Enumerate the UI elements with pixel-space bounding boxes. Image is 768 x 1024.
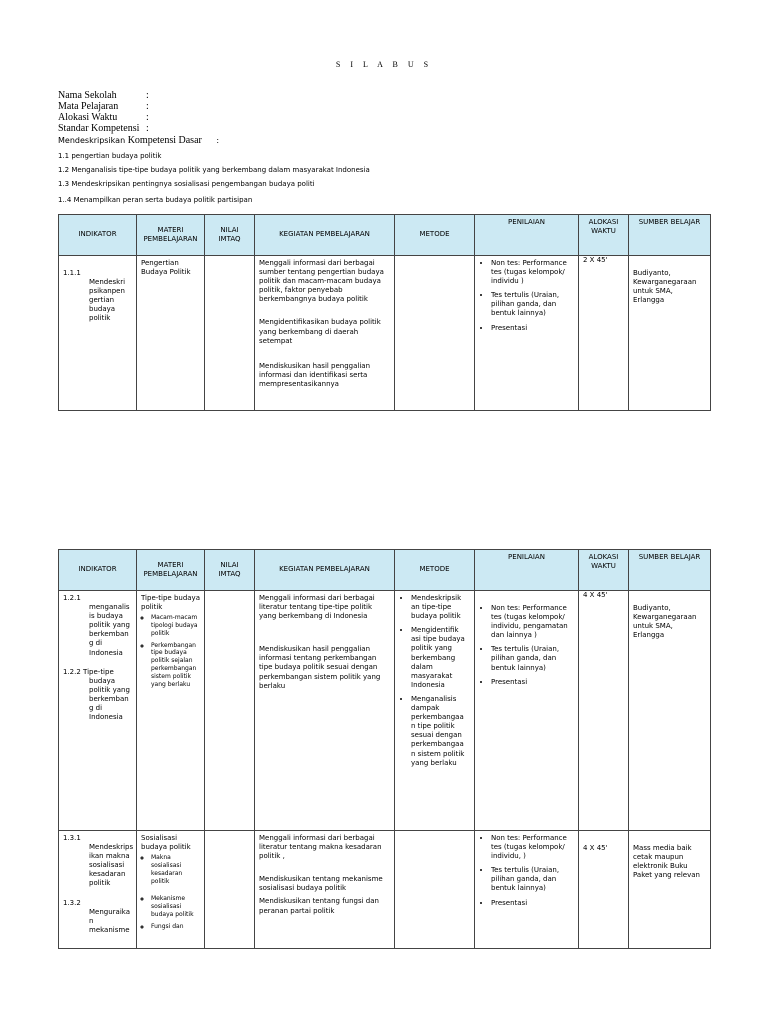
cell-nilai — [205, 591, 255, 831]
cell-penilaian — [475, 831, 579, 949]
penilaian-item: • Tes tertulis (Uraian, pilihan ganda, dan bentuk lainnya) — [491, 291, 574, 318]
penilaian-item: • Presentasi — [491, 899, 574, 908]
header-metode: METODE — [395, 550, 475, 591]
penilaian-item: • Presentasi — [491, 324, 574, 333]
penilaian-item: • Non tes: Performance tes (tugas kelompok/ individu, pengamatan dan lainnya ) — [491, 604, 574, 640]
materi-subitem: ◦ Mekanisme sosialisasi budaya politik — [151, 895, 200, 918]
meta-colon: : — [146, 123, 149, 134]
indicator-number: 1.3.2 — [63, 898, 81, 907]
kd-colon: : — [216, 136, 220, 145]
kegiatan-item: Menggali informasi dari berbagai sumber tentang pengertian budaya politik dan macam-macam budaya politik, faktor penyebab berkembangnya budaya politik — [259, 259, 384, 304]
cell-penilaian — [475, 256, 579, 411]
header-indikator: INDIKATOR — [59, 550, 137, 591]
cell-metode — [395, 256, 475, 411]
cell-metode — [395, 831, 475, 949]
meta-label: Standar Kompetensi — [58, 123, 140, 134]
table-row — [59, 591, 711, 831]
indicator-number: 1.2.1 — [63, 594, 81, 602]
indicator-text: Mendeskri psikanpen gertian budaya politik — [89, 278, 126, 323]
metode-item: • Mengidentifik asi tipe budaya politik yang berkembang dalam masyarakat Indonesia — [411, 626, 470, 690]
cell-alokasi — [579, 831, 629, 949]
indicator-text: Menguraika n mekanisme — [89, 907, 130, 934]
syllabus-table-2 — [58, 549, 711, 949]
competency-item: 1.3 Mendeskripsikan pentingnya sosialisasi pengembangan budaya politi — [58, 180, 315, 188]
cell-sumber — [629, 591, 711, 831]
header-penilaian: PENILAIAN — [475, 550, 579, 591]
cell-sumber — [629, 831, 711, 949]
meta-nama-sekolah — [58, 90, 149, 101]
document-title: S I L A B U S — [335, 60, 433, 69]
materi-subitem: ◦ Makna sosialisasi kesadaran politik — [151, 854, 200, 885]
meta-colon: : — [146, 112, 149, 123]
cell-metode — [395, 591, 475, 831]
header-nilai: NILAI IMTAQ — [205, 215, 255, 256]
kegiatan-item: Mengidentifikasikan budaya politik yang berkembang di daerah setempat — [259, 318, 381, 345]
header-sumber: SUMBER BELAJAR — [629, 550, 711, 591]
meta-alokasi-waktu — [58, 112, 149, 123]
header-alokasi: ALOKASI WAKTU — [579, 550, 629, 591]
header-kegiatan: KEGIATAN PEMBELAJARAN — [255, 215, 395, 256]
kegiatan-item: Menggali informasi dari berbagai literatur tentang tipe-tipe politik yang berkembang di Indonesia — [259, 594, 375, 621]
cell-sumber — [629, 256, 711, 411]
cell-penilaian — [475, 591, 579, 831]
materi-title: Sosialisasi budaya politik — [141, 834, 191, 852]
cell-kegiatan — [255, 591, 395, 831]
penilaian-item: • Tes tertulis (Uraian, pilihan ganda, dan bentuk lainnya) — [491, 645, 574, 672]
penilaian-item: • Tes tertulis (Uraian, pilihan ganda, dan bentuk lainnya) — [491, 866, 574, 893]
cell-indikator — [59, 831, 137, 949]
meta-colon: : — [146, 90, 149, 101]
cell-alokasi: 4 X 45' — [579, 591, 629, 831]
competency-item: 1.2 Menganalisis tipe-tipe budaya politik yang berkembang dalam masyarakat Indonesia — [58, 166, 370, 174]
header-nilai: NILAI IMTAQ — [205, 550, 255, 591]
meta-standar-kompetensi — [58, 123, 149, 134]
kompetensi-dasar-heading — [58, 135, 219, 146]
indicator-number: 1.3.1 — [63, 834, 81, 842]
cell-kegiatan — [255, 831, 395, 949]
kegiatan-item: Menggali informasi dari berbagai literatur tentang makna kesadaran politik , — [259, 834, 382, 861]
cell-materi: Pengertian Budaya Politik — [137, 256, 205, 411]
table-row — [59, 256, 711, 411]
metode-item: • Menganalisis dampak perkembangaa n tipe politik sesuai dengan perkembangaa n sistem politik yang berlaku — [411, 695, 470, 768]
competency-item: 1.1 pengertian budaya politik — [58, 152, 162, 160]
table-header-row — [59, 550, 711, 591]
meta-label: Mata Pelajaran — [58, 101, 119, 112]
syllabus-table-1 — [58, 214, 711, 411]
header-alokasi: ALOKASI WAKTU — [579, 215, 629, 256]
indicator-text: menganalis is budaya politik yang berkemban g di Indonesia — [89, 603, 130, 657]
competency-item: 1..4 Menampilkan peran serta budaya politik partisipan — [58, 196, 253, 204]
penilaian-item: • Presentasi — [491, 678, 574, 687]
table-row — [59, 831, 711, 949]
materi-subitem: ◦ Macam-macam tipologi budaya politik — [151, 614, 200, 637]
indicator-text: Mendeskrips ikan makna sosialisasi kesadaran politik — [89, 843, 134, 888]
sumber-text: Mass media baik cetak maupun elektronik Buku Paket yang relevan — [633, 844, 700, 880]
alokasi-text: 4 X 45' — [583, 844, 608, 852]
indicator-number: 1.1.1 — [63, 269, 81, 277]
header-sumber: SUMBER BELAJAR — [629, 215, 711, 256]
cell-kegiatan — [255, 256, 395, 411]
header-metode: METODE — [395, 215, 475, 256]
materi-subitem: ◦ Perkembangan tipe budaya politik sejalan perkembangan sistem politik yang berlaku — [151, 642, 200, 689]
header-kegiatan: KEGIATAN PEMBELAJARAN — [255, 550, 395, 591]
penilaian-item: • Non tes: Performance tes (tugas kelompok/ individu, ) — [491, 834, 574, 861]
cell-indikator — [59, 256, 137, 411]
header-materi: MATERI PEMBELAJARAN — [137, 215, 205, 256]
meta-label: Nama Sekolah — [58, 90, 117, 101]
meta-mata-pelajaran — [58, 101, 149, 112]
indicator-number: 1.2.2 Tipe-tipe — [63, 667, 114, 676]
sumber-text: Budiyanto, Kewarganegaraan untuk SMA, Erlangga — [633, 269, 697, 305]
sumber-text: Budiyanto, Kewarganegaraan untuk SMA, Erlangga — [633, 604, 697, 640]
metode-item: • Mendeskripsik an tipe-tipe budaya politik — [411, 594, 470, 621]
table-header-row — [59, 215, 711, 256]
indicator-text: budaya politik yang berkemban g di Indonesia — [89, 676, 130, 722]
materi-subitem: ◦ Fungsi dan — [151, 923, 200, 931]
cell-materi — [137, 591, 205, 831]
cell-indikator — [59, 591, 137, 831]
meta-colon: : — [146, 101, 149, 112]
kegiatan-item: Mendiskusikan hasil penggalian informasi dan identifikasi serta mempresentasikannya — [259, 361, 371, 388]
header-materi: MATERI PEMBELAJARAN — [137, 550, 205, 591]
materi-title: Tipe-tipe budaya politik — [141, 594, 200, 612]
cell-alokasi: 2 X 45' — [579, 256, 629, 411]
cell-nilai — [205, 256, 255, 411]
cell-materi — [137, 831, 205, 949]
kd-label: Kompetensi Dasar — [127, 135, 202, 146]
kegiatan-item: Mendiskusikan hasil penggalian informasi tentang perkembangan tipe budaya politik sesuai dengan perkembangan sistem politik yang berlaku — [259, 645, 381, 690]
kd-prefix: Mendeskripsikan — [58, 136, 126, 145]
kegiatan-item: Mendiskusikan tentang fungsi dan peranan partai politik — [259, 897, 379, 915]
header-indikator: INDIKATOR — [59, 215, 137, 256]
header-penilaian: PENILAIAN — [475, 215, 579, 256]
meta-label: Alokasi Waktu — [58, 112, 118, 123]
cell-nilai — [205, 831, 255, 949]
penilaian-item: • Non tes: Performance tes (tugas kelompok/ individu ) — [491, 259, 574, 286]
kegiatan-item: Mendiskusikan tentang mekanisme sosialisasi budaya politik — [259, 875, 383, 893]
